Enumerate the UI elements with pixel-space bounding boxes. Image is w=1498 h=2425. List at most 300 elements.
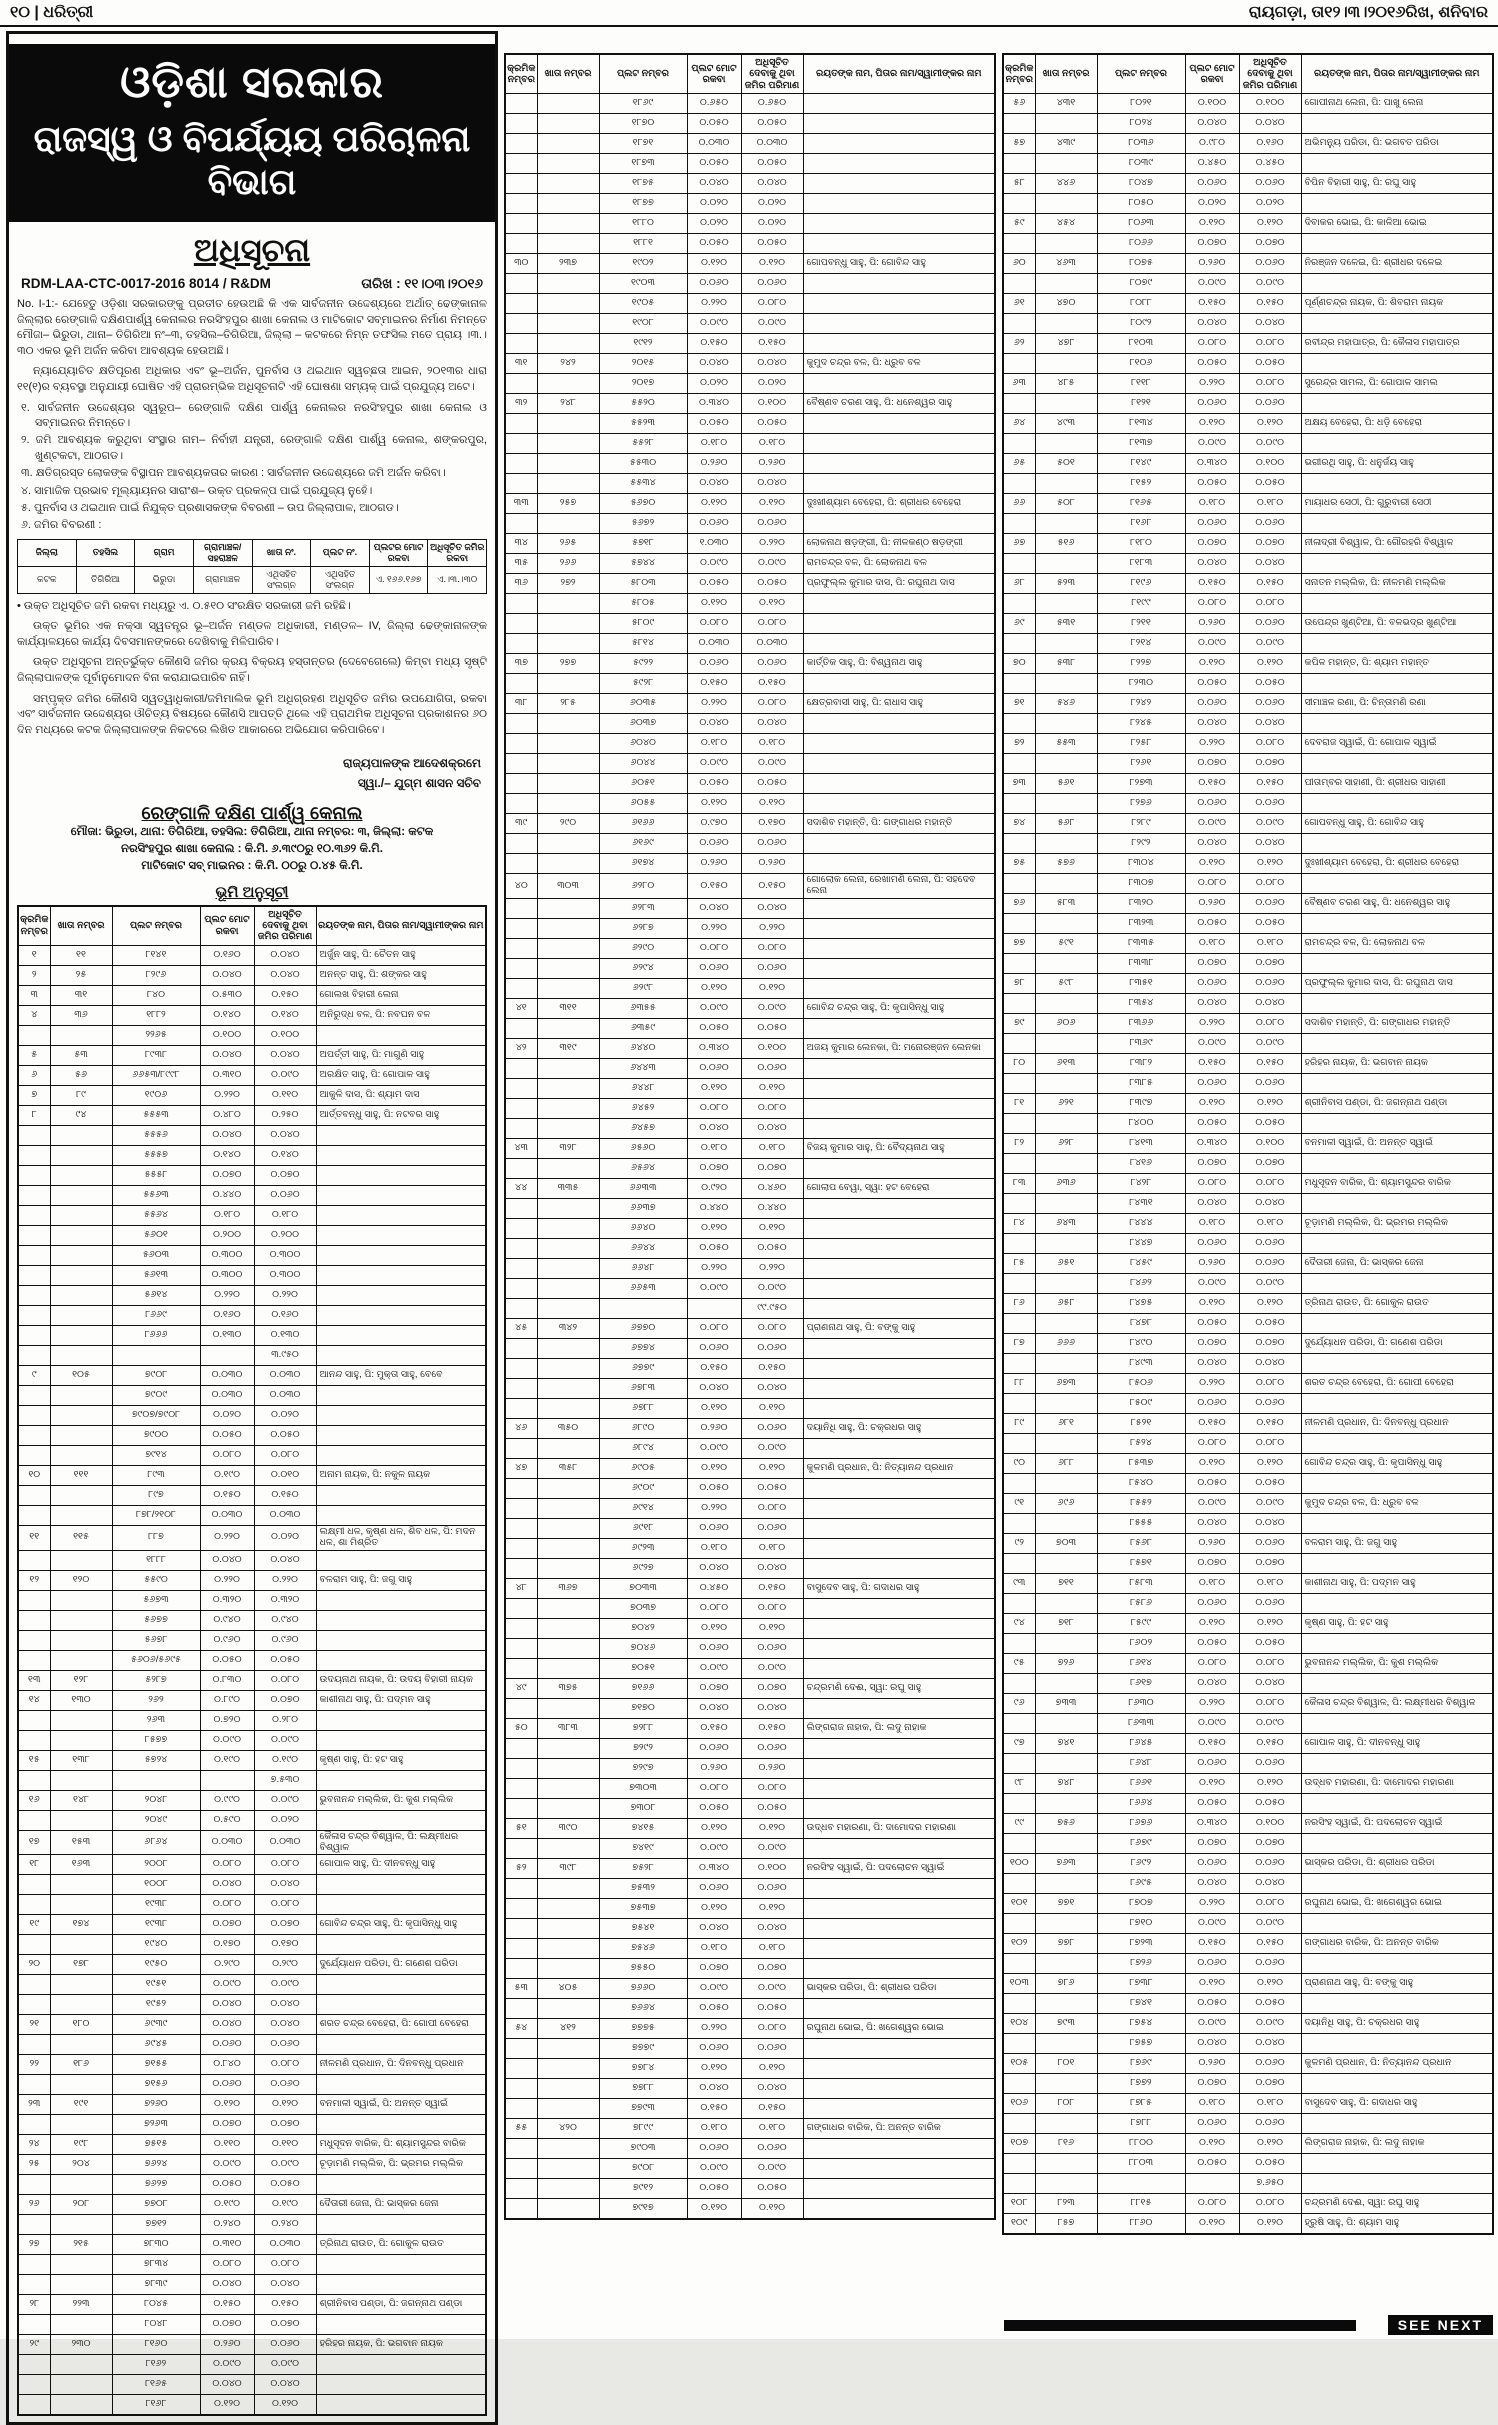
table-cell: ୦.୦୪୦ (200, 2275, 254, 2295)
table-cell: ୧୯୦୩ (599, 274, 687, 294)
table-cell (803, 1499, 995, 1519)
table-cell: ଅନିରୁଦ୍ଧ ବଳ, ପି: ନବଘନ ବଳ (316, 1005, 486, 1025)
table-cell (1301, 754, 1493, 774)
table-cell (505, 1399, 537, 1419)
table-cell: ଚୂଡ଼ାମଣି ମଲ୍ଲିକ, ପି: ଭ୍ରମର ମଲ୍ଲିକ (316, 2155, 486, 2175)
list-item-4: ୪. ସାମାଜିକ ପ୍ରଭାବ ମୂଲ୍ୟାୟନର ସାରାଂଶ– ଉକ୍ତ ପ୍ରକଳ୍ପ ପାଇଁ ପ୍ରଯୁଜ୍ୟ ନୁହେଁ। (21, 484, 373, 497)
table-cell (1035, 794, 1097, 814)
table-cell: ୩୫ (505, 554, 537, 574)
table-cell (1035, 594, 1097, 614)
table-cell (803, 1439, 995, 1459)
table-cell: ୦.୦୨୦ (254, 1405, 316, 1425)
table-cell: ୧୦୬ (1003, 2094, 1035, 2114)
table-cell: ୦.୦୯୦ (1185, 1274, 1239, 1294)
table-cell: ୨୧ (18, 2015, 50, 2035)
table-row (505, 2039, 995, 2059)
table-cell (316, 2035, 486, 2055)
table-cell: ୦.୧୦୦ (1239, 1134, 1301, 1154)
table-cell: ୪୭୮ (1035, 334, 1097, 354)
table-row (1003, 214, 1493, 234)
table-cell (1003, 674, 1035, 694)
table-cell: ୮୧୬୦ (112, 2335, 200, 2355)
table-cell: ୦.୩୦୦ (200, 1265, 254, 1285)
table-cell: ୭୫୬ (1035, 1814, 1097, 1834)
table-cell: ୫୬୦୩ (112, 1245, 200, 1265)
table-cell: ୭୬୨୪ (112, 2155, 200, 2175)
table-row (1003, 1434, 1493, 1454)
table-row (1003, 2194, 1493, 2214)
table-cell: ୭୯୦୮ (112, 1365, 200, 1385)
table-cell: ନୀଳମଣି ପ୍ରଧାନ, ପି: ଦିନବନ୍ଧୁ ପ୍ରଧାନ (316, 2055, 486, 2075)
table-cell: ୦.୦୬୦ (1239, 254, 1301, 274)
table-cell (1003, 914, 1035, 934)
table-cell: ୦.୦୫୦ (1185, 1794, 1239, 1814)
table-cell (1003, 1234, 1035, 1254)
table-cell (1035, 754, 1097, 774)
table-cell: ୮୬୭୬ (1097, 1814, 1185, 1834)
table-cell: ୦.୦୮୦ (1185, 334, 1239, 354)
table-row (505, 999, 995, 1019)
table-cell: ୦.୦୮୦ (1185, 1174, 1239, 1194)
table-cell (505, 1299, 537, 1319)
table-cell (537, 374, 599, 394)
table-cell: ୦.୦୮୦ (1239, 1434, 1301, 1454)
table-cell (1301, 394, 1493, 414)
table-cell: ୦.୦୩୦ (254, 1365, 316, 1385)
table-row (1003, 1094, 1493, 1114)
table-cell (537, 2099, 599, 2119)
table-cell (505, 594, 537, 614)
table-cell: ୧୦ (18, 1465, 50, 1485)
table-row (1003, 2014, 1493, 2034)
table-cell: ୦.୧୮୦ (1185, 1214, 1239, 1234)
table-row (505, 1419, 995, 1439)
table-cell: ୦.୦୫୦ (687, 114, 741, 134)
table-cell (803, 1999, 995, 2019)
table-cell: ପୀତାମ୍ବର ସାହାଣୀ, ପି: ଶ୍ରୀଧର ସାହାଣୀ (1301, 774, 1493, 794)
table-cell: ୧୧୧ (50, 1465, 112, 1485)
table-cell: ୦.୦୨୦ (254, 1810, 316, 1830)
table-cell: ୮୨୧୪ (1097, 634, 1185, 654)
table-cell (803, 2039, 995, 2059)
table-cell: ୮୧୯୯ (1097, 594, 1185, 614)
table-cell: ୦.୦୫୦ (1239, 1994, 1301, 2014)
table-row (1003, 494, 1493, 514)
table-row (505, 774, 995, 794)
table-row (18, 2315, 486, 2335)
table-cell: ୭୮୩୪ (112, 2255, 200, 2275)
table-cell (1301, 634, 1493, 654)
table-cell: ହରିହର ନାୟକ, ପି: ଭଗବାନ ନାୟକ (1301, 1054, 1493, 1074)
table-cell: ୬୯୦୯ (599, 1479, 687, 1499)
table-row (18, 1185, 486, 1205)
table-cell: ୦.୨୨୦ (1185, 1374, 1239, 1394)
table-cell: ୦.୧୮୦ (687, 734, 741, 754)
table-cell (316, 2175, 486, 2195)
table-cell (505, 754, 537, 774)
table-cell: ୦.୦୬୦ (1239, 794, 1301, 814)
table-cell: ୬୫ (1003, 454, 1035, 474)
table-cell: ଏଥିସହିତ ସଂଲଗ୍ନ (311, 566, 370, 593)
table-cell (18, 1225, 50, 1245)
table-cell: ୬୧୬୬ (599, 814, 687, 834)
table-cell: ୫୬୭୨ (599, 514, 687, 534)
table-cell (18, 1710, 50, 1730)
table-cell: ଦୁର୍ଯ୍ୟୋଧନ ପରିଡା, ପି: ଗଣେଶ ପରିଡା (316, 1955, 486, 1975)
list-item-2: ୨. ଜମି ଆବଶ୍ୟକ କରୁଥିବା ସଂସ୍ଥାର ନାମ– ନିର୍ବାହୀ ଯନ୍ତ୍ରୀ, ରେଙ୍ଗାଳି ଦକ୍ଷିଣ ପାର୍ଶ୍ୱ କେନାଲ, ଶଙ୍କରପୁର, ଖୁଣ୍ଟକଟା, ଆଠଗଡ। (21, 434, 487, 462)
table-cell: ୦.୦୯୦ (200, 1730, 254, 1750)
table-cell (1035, 1874, 1097, 1894)
table-cell: ୭୬ (1003, 894, 1035, 914)
table-row (18, 2095, 486, 2115)
table-cell: ଏ. ୧୬୬.୧୬୭ (369, 566, 428, 593)
table-cell: ୬୫୬୪ (599, 1159, 687, 1179)
table-cell: ଗଙ୍ଗାଧର ବାରିକ, ପି: ଅନନ୍ତ ବାରିକ (1301, 1934, 1493, 1954)
table-cell: ୦.୦୪୦ (1185, 114, 1239, 134)
table-row (18, 1305, 486, 1325)
table-cell: ୦.୦୩୦ (254, 1505, 316, 1525)
table-cell (316, 1895, 486, 1915)
table-cell: ୦.୪୫୦ (1239, 154, 1301, 174)
table-cell: ୦.୧୨୦ (1185, 1614, 1239, 1634)
table-cell: ୬୦୪୪ (599, 754, 687, 774)
table-cell: ୦.୧୫୦ (254, 1485, 316, 1505)
table-cell: ୮୭୭୨ (1097, 2074, 1185, 2094)
table-cell: ୦.୦୯୦ (254, 1730, 316, 1750)
table-row (18, 2395, 486, 2416)
table-cell (1035, 274, 1097, 294)
table-cell: ୦.୧୨୦ (687, 979, 741, 999)
table-cell: ୦.୧୦୦ (1185, 94, 1239, 114)
table-cell: ୭୬୩ (1035, 1854, 1097, 1874)
table-cell (505, 1959, 537, 1979)
table-cell: ଅରକ୍ଷିତ ସାହୁ, ପି: ଗୋପାଳ ସାହୁ (316, 1065, 486, 1085)
table-cell: ୪୬୩ (1035, 254, 1097, 274)
table-cell: ଦୁଃଖୀଶ୍ୟାମ ବେହେରା, ପି: ଶ୍ରୀଧର ବେହେରା (1301, 854, 1493, 874)
table-cell: ୦.୦୫୦ (687, 154, 741, 174)
table-cell: ପ୍ରଫୁଲ୍ଲ କୁମାର ଦାସ, ପି: ରଘୁନାଥ ଦାସ (1301, 974, 1493, 994)
table-cell: ୦.୦୬୦ (1239, 1954, 1301, 1974)
table-cell: ୧୨୮ (50, 1670, 112, 1690)
table-cell: ୦.୦୮୦ (741, 1499, 803, 1519)
table-cell: ୦.୦୮୦ (687, 1099, 741, 1119)
table-cell: ୫୭ (1003, 134, 1035, 154)
notification-box (6, 31, 498, 2425)
table-cell: ୦.୦୪୦ (687, 714, 741, 734)
table-cell: ୦.୧୨୦ (1185, 854, 1239, 874)
table-cell: ୦.୦୩୦ (687, 134, 741, 154)
table-cell: ୪୧ (505, 999, 537, 1019)
table-cell (505, 919, 537, 939)
column-header: ରୟତଙ୍କ ନାମ, ପିତାର ନାମ/ସ୍ୱାମୀଙ୍କର ନାମ (316, 906, 486, 946)
table-row (1003, 1834, 1493, 1854)
table-cell: ୦.୧୨୦ (741, 594, 803, 614)
table-cell: ଗୋଲଖ ବିହାରୀ ଲେନା (316, 985, 486, 1005)
table-cell: କୃଷ୍ଣ ସାହୁ, ପି: ହଟ ସାହୁ (316, 1750, 486, 1770)
table-cell (1301, 994, 1493, 1014)
table-cell (803, 1379, 995, 1399)
table-cell: ୮୬୦୨ (1097, 1634, 1185, 1654)
table-row (18, 2275, 486, 2295)
column-header: ଗ୍ରାମାଞ୍ଚଳ/ସହରାଞ୍ଚଳ (193, 539, 252, 566)
table-cell: ୦.୦୪୦ (1239, 1874, 1301, 1894)
table-row (18, 1670, 486, 1690)
table-cell: କାଶୀନାଥ ସାହୁ, ପି: ପଦ୍ମନ ସାହୁ (316, 1690, 486, 1710)
table-cell: ୦.୦୪୦ (200, 2015, 254, 2035)
table-cell (18, 1875, 50, 1895)
table-row (505, 1219, 995, 1239)
table-cell (1035, 2174, 1097, 2194)
table-cell (505, 94, 537, 114)
table-cell (505, 714, 537, 734)
table-row (1003, 1454, 1493, 1474)
table-cell: ୮ (18, 1105, 50, 1125)
table-cell (1301, 874, 1493, 894)
signature-block (17, 754, 481, 792)
table-cell (505, 1019, 537, 1039)
table-cell: ୦.୨୬୦ (687, 1419, 741, 1439)
table-cell: ୦.୧୨୦ (1239, 1294, 1301, 1314)
table-cell (18, 1285, 50, 1305)
table-cell (505, 294, 537, 314)
table-cell: ୦.୦୫୦ (687, 1999, 741, 2019)
table-row (505, 854, 995, 874)
table-cell: ରଘୁନାଥ ଭୋଇ, ପି: ଖଗେଶ୍ୱର ଭୋଇ (803, 2019, 995, 2039)
table-cell (316, 1125, 486, 1145)
table-cell: ୧୮୬୯ (599, 94, 687, 114)
table-cell (803, 714, 995, 734)
table-cell: ୧୯୫୨ (112, 1995, 200, 2015)
table-cell (505, 474, 537, 494)
table-cell (505, 674, 537, 694)
table-cell: ୭୭ (1003, 934, 1035, 954)
table-cell: ୦.୦୬୦ (1239, 894, 1301, 914)
table-row (18, 1650, 486, 1670)
table-row (1003, 1974, 1493, 1994)
table-cell (1035, 554, 1097, 574)
table-cell (537, 1119, 599, 1139)
table-cell: ୩୮ (505, 694, 537, 714)
table-cell: ୦.୦୫୦ (1185, 354, 1239, 374)
table-cell: ୧ (18, 945, 50, 965)
column-3 (1002, 31, 1494, 2235)
table-cell: ୮୨୧୧ (1097, 614, 1185, 634)
table-cell: ୬୬୫୩ (599, 1279, 687, 1299)
table-cell: ୦.୧୯୦ (200, 1750, 254, 1770)
table-cell (803, 1759, 995, 1779)
table-row (1003, 1574, 1493, 1594)
table-cell: ୦.୧୨୦ (741, 1819, 803, 1839)
table-cell: ୧୧୫ (50, 1525, 112, 1550)
table-cell (1301, 314, 1493, 334)
table-cell: ୮୧୬୮ (112, 2395, 200, 2416)
table-cell: ୮୬୧୪ (1097, 1654, 1185, 1674)
table-cell: ୬୯୦୫ (599, 1459, 687, 1479)
table-cell: ୦.୦୯୦ (741, 1979, 803, 1999)
table-cell: ଗୋଲୋକ ଲେନା, ରେଖାମଣି ଲେନା, ପି: ସହଦେବ ଲେନା (803, 874, 995, 899)
table-cell: ୮୧୬୮ (1097, 514, 1185, 534)
table-cell: ୮୨୭୩ (1097, 774, 1185, 794)
table-cell: ୦.୧୫୦ (1185, 1734, 1239, 1754)
table-cell (1003, 1314, 1035, 1334)
table-cell: ଅନାମ ନାୟକ, ପି: ନକୁଳ ନାୟକ (316, 1465, 486, 1485)
table-row (505, 294, 995, 314)
table-cell: ୭୫୧୫ (112, 2135, 200, 2155)
table-cell: ୯୭ (1003, 1734, 1035, 1754)
table-cell: ୮୭୦୭ (1097, 1894, 1185, 1914)
table-cell: ୧୫ (18, 1750, 50, 1770)
table-cell: ୦.୩୪୦ (1185, 1814, 1239, 1834)
table-cell: ୮୦୩୯ (1097, 154, 1185, 174)
table-cell: କୁମୁଦ ଚନ୍ଦ୍ର ବଳ, ପି: ଧ୍ରୁବ ବଳ (1301, 1494, 1493, 1514)
table-cell (537, 1619, 599, 1639)
table-cell: ୦.୧୯୦ (200, 2195, 254, 2215)
table-cell: ୭୯୦୮ (599, 2159, 687, 2179)
table-row (1003, 194, 1493, 214)
table-cell: ୭୭୮୪ (599, 2059, 687, 2079)
table-cell: ୮୦୭୫ (1097, 254, 1185, 274)
table-cell: ୦.୧୫୦ (687, 1359, 741, 1379)
table-cell: ୦.୨୬୦ (1185, 1254, 1239, 1274)
table-cell (1301, 1554, 1493, 1574)
table-cell: ୦.୧୨୦ (741, 2059, 803, 2079)
table-cell (1003, 194, 1035, 214)
table-cell: ୦.୦୭୦ (1239, 2074, 1301, 2094)
table-cell: ୮୭୪୧ (1097, 1994, 1185, 2014)
table-cell (316, 2255, 486, 2275)
table-cell: ୦.୧୪୦ (200, 1005, 254, 1025)
table-cell (803, 674, 995, 694)
table-row (18, 1830, 486, 1855)
column-header: ଅଧିସୂଚିତ ଦେବାକୁ ଥିବା ଜମିର ପରିମାଣ (254, 906, 316, 946)
table-cell: ୧୨ (18, 1570, 50, 1590)
table-cell: କୁଳମଣି ପ୍ରଧାନ, ପି: ନିତ୍ୟାନନ୍ଦ ପ୍ରଧାନ (1301, 2054, 1493, 2074)
table-cell (537, 234, 599, 254)
table-cell: ୦.୦୭୦ (254, 2315, 316, 2335)
table-cell (505, 1799, 537, 1819)
table-cell: ୦.୦୯୦ (1185, 434, 1239, 454)
table-cell (803, 134, 995, 154)
table-cell (803, 1259, 995, 1279)
table-cell: ୦.୦୯୦ (1185, 1914, 1239, 1934)
table-cell (18, 1205, 50, 1225)
table-cell: ୦.୧୫୦ (1185, 1414, 1239, 1434)
table-cell: ୦.୧୫୦ (741, 1359, 803, 1379)
table-cell: କୈଳାସ ଚନ୍ଦ୍ର ବିଶ୍ୱାଳ, ପି: ଲକ୍ଷ୍ମୀଧର ବିଶ୍ୱାଳ (316, 1830, 486, 1855)
table-cell: ୪୩୯ (1035, 134, 1097, 154)
table-cell: ୬୯୩୯ (112, 2015, 200, 2035)
table-cell: ୦.୧୨୦ (687, 594, 741, 614)
table-cell: ୦.୧୫୦ (1239, 1054, 1301, 1074)
table-cell: ୬୪୪୮ (599, 1079, 687, 1099)
table-cell: ୧୨୦ (50, 1570, 112, 1590)
table-row (1003, 774, 1493, 794)
table-cell (50, 1710, 112, 1730)
table-row (505, 1679, 995, 1699)
table-cell: ୦.୮୩୦ (200, 1670, 254, 1690)
table-cell: ୫୩ (505, 1979, 537, 1999)
table-cell (803, 1959, 995, 1979)
table-row (1003, 2214, 1493, 2235)
table-cell: ୦.୦୭୦ (1185, 234, 1239, 254)
table-cell (537, 1739, 599, 1759)
table-cell (1035, 2074, 1097, 2094)
table-cell: ୦.୦୯୦ (687, 1659, 741, 1679)
table-cell (1035, 1834, 1097, 1854)
table-cell: ୦.୦୯୦ (741, 1279, 803, 1299)
table-cell: ୮୩୫୪ (1097, 994, 1185, 1014)
table-cell (505, 234, 537, 254)
table-cell: ୫୬୭୦ (599, 494, 687, 514)
table-cell (537, 854, 599, 874)
table-cell: ୦.୦୭୦ (1185, 954, 1239, 974)
table-cell: ୨୨ (18, 2055, 50, 2075)
table-cell: ୦.୦୩୦ (200, 1365, 254, 1385)
table-cell: ୬୩୬ (1035, 1174, 1097, 1194)
table-cell: ୬୭୩ (1035, 1374, 1097, 1394)
table-cell: ୩୩ (505, 494, 537, 514)
table-cell (1301, 1594, 1493, 1614)
table-cell: ମଧୁସୂଦନ ବାରିକ, ପି: ଶ୍ୟାମସୁନ୍ଦର ବାରିକ (316, 2135, 486, 2155)
table-cell: ୦.୨୨୦ (1185, 734, 1239, 754)
table-cell: ୦.୧୨୦ (254, 2095, 316, 2115)
table-cell (537, 454, 599, 474)
table-cell (537, 674, 599, 694)
table-cell: ୮୩୦୪ (1097, 854, 1185, 874)
table-cell: ୭୫୪୧ (599, 1919, 687, 1939)
table-cell: ୦.୦୫୦ (741, 1239, 803, 1259)
table-row (505, 1199, 995, 1219)
table-cell: ୦.୦୫୦ (200, 1425, 254, 1445)
table-cell: ୦.୦୪୦ (687, 1119, 741, 1139)
table-row (505, 354, 995, 374)
table-row (505, 1779, 995, 1799)
table-cell: ୦.୯୨୦ (687, 1179, 741, 1199)
table-cell (537, 1199, 599, 1219)
table-cell (1301, 1194, 1493, 1214)
table-cell: ୦.୧୨୦ (1185, 1094, 1239, 1114)
table-row (18, 1085, 486, 1105)
table-cell: ୮୧୨୧ (1097, 394, 1185, 414)
table-cell (200, 1345, 254, 1365)
table-cell: ୦.୦୫୦ (687, 2179, 741, 2199)
table-cell: ୦.୧୨୦ (687, 254, 741, 274)
table-cell: ଗୋପାଳ ସାହୁ, ପି: ଦୀନବନ୍ଧୁ ସାହୁ (1301, 1734, 1493, 1754)
table-row (505, 1799, 995, 1819)
table-cell (316, 1505, 486, 1525)
table-cell: ୦.୦୬୦ (1185, 974, 1239, 994)
table-cell: ୭୦୩୩ (599, 1579, 687, 1599)
table-cell: ୨୪୨ (537, 354, 599, 374)
table-cell: ୪୮୫ (1035, 374, 1097, 394)
table-cell: ୯୫ (1003, 1654, 1035, 1674)
table-cell: ୦.୦୬୦ (254, 1185, 316, 1205)
table-row (18, 2155, 486, 2175)
table-cell: ନୀଳମଣି ପ୍ରଧାନ, ପି: ଦିନବନ୍ଧୁ ପ୍ରଧାନ (1301, 1414, 1493, 1434)
table-cell: ସଦାଶିବ ମହାନ୍ତି, ପି: ଗଙ୍ଗାଧର ମହାନ୍ତି (803, 814, 995, 834)
table-cell: ୦.୦୫୦ (254, 2175, 316, 2195)
table-cell: ୦.୦୫୦ (1185, 1314, 1239, 1334)
table-cell (1003, 554, 1035, 574)
table-cell: ୮୬୯୨ (1097, 1854, 1185, 1874)
column-header: ପ୍ଲଟ ନମ୍ବର (112, 906, 200, 946)
table-row (505, 314, 995, 334)
table-cell (1035, 834, 1097, 854)
table-cell: ୫୬୭୩ (112, 1590, 200, 1610)
table-cell: ୦.୦୬୦ (1239, 1854, 1301, 1874)
table-cell: ୦.୦୭୦ (200, 2115, 254, 2135)
table-cell: ୦.୦୪୦ (1185, 1874, 1239, 1894)
